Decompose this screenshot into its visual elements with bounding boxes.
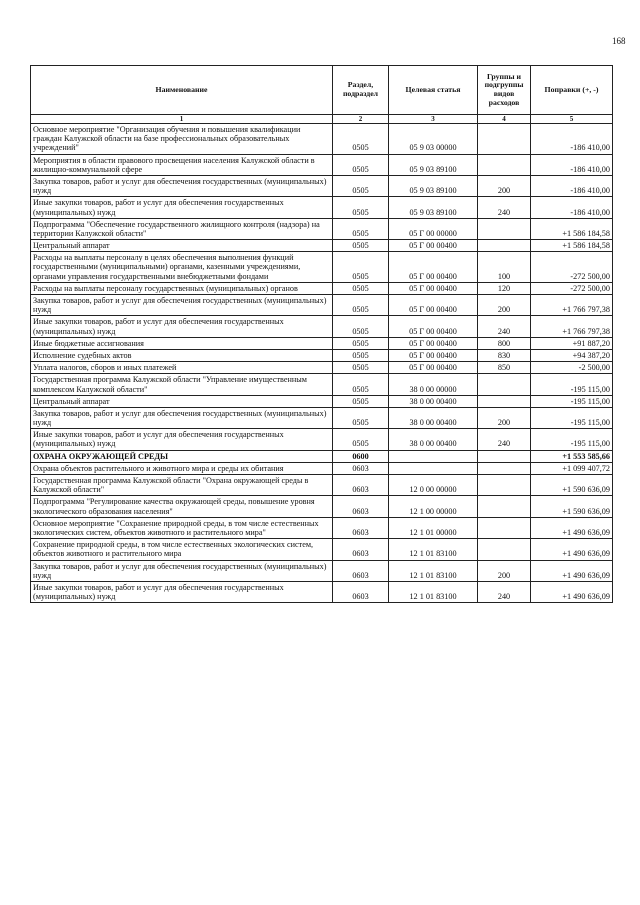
row-amount: -195 115,00	[531, 395, 613, 407]
row-target: 05 Г 00 00400	[389, 282, 478, 294]
row-target: 12 1 00 00000	[389, 496, 478, 517]
table-row	[31, 395, 613, 407]
row-group: 120	[478, 282, 531, 294]
row-section: 0600	[333, 450, 389, 462]
row-target: 38 0 00 00400	[389, 429, 478, 450]
table-row	[31, 124, 613, 155]
row-target: 05 9 03 89100	[389, 154, 478, 175]
table-header-row	[31, 66, 613, 115]
row-amount: -272 500,00	[531, 282, 613, 294]
row-group: 200	[478, 175, 531, 196]
row-group	[478, 240, 531, 252]
table-row	[31, 475, 613, 496]
table-row	[31, 407, 613, 428]
row-name: Иные закупки товаров, работ и услуг для обеспечения государственных (муниципальных) нужд	[31, 581, 333, 602]
row-amount: +1 490 636,09	[531, 517, 613, 538]
row-name: ОХРАНА ОКРУЖАЮЩЕЙ СРЕДЫ	[31, 450, 333, 462]
row-amount: -2 500,00	[531, 362, 613, 374]
row-target: 12 1 01 83100	[389, 560, 478, 581]
row-section: 0603	[333, 475, 389, 496]
row-amount: -186 410,00	[531, 197, 613, 218]
row-target: 05 Г 00 00400	[389, 337, 478, 349]
row-section: 0505	[333, 337, 389, 349]
row-name: Иные закупки товаров, работ и услуг для обеспечения государственных (муниципальных) нужд	[31, 197, 333, 218]
table-row	[31, 462, 613, 474]
row-name: Исполнение судебных актов	[31, 349, 333, 361]
row-name: Сохранение природной среды, в том числе естественных экологических систем, объектов животного и растительного мира	[31, 539, 333, 560]
row-name: Иные бюджетные ассигнования	[31, 337, 333, 349]
row-target: 05 9 03 89100	[389, 197, 478, 218]
row-name: Иные закупки товаров, работ и услуг для обеспечения государственных (муниципальных) нужд	[31, 316, 333, 337]
row-group: 240	[478, 316, 531, 337]
row-amount: +1 590 636,09	[531, 475, 613, 496]
row-amount: -272 500,00	[531, 252, 613, 283]
table-row	[31, 517, 613, 538]
row-name: Мероприятия в области правового просвещения населения Калужской области в жилищно-коммунальной сфере	[31, 154, 333, 175]
row-target: 05 9 03 00000	[389, 124, 478, 155]
row-section: 0505	[333, 218, 389, 239]
row-name: Закупка товаров, работ и услуг для обеспечения государственных (муниципальных) нужд	[31, 175, 333, 196]
row-group: 200	[478, 560, 531, 581]
table-row	[31, 252, 613, 283]
row-section: 0505	[333, 197, 389, 218]
row-name: Уплата налогов, сборов и иных платежей	[31, 362, 333, 374]
row-amount: -195 115,00	[531, 429, 613, 450]
row-name: Охрана объектов растительного и животного мира и среды их обитания	[31, 462, 333, 474]
column-number: 2	[333, 115, 389, 124]
row-target	[389, 462, 478, 474]
row-name: Подпрограмма "Регулирование качества окружающей среды, повышение уровня экологического образования населения"	[31, 496, 333, 517]
row-group	[478, 124, 531, 155]
row-group	[478, 154, 531, 175]
row-name: Расходы на выплаты персоналу в целях обеспечения выполнения функций государственными (муниципальными) органами, казенными учреждениями, органами управления государственными внебюджетными фондами	[31, 252, 333, 283]
row-group	[478, 450, 531, 462]
row-target: 05 Г 00 00400	[389, 240, 478, 252]
row-amount: -186 410,00	[531, 154, 613, 175]
row-target: 05 Г 00 00400	[389, 349, 478, 361]
row-group: 240	[478, 197, 531, 218]
column-number: 5	[531, 115, 613, 124]
row-target	[389, 450, 478, 462]
row-amount: -195 115,00	[531, 374, 613, 395]
row-amount: +1 553 585,66	[531, 450, 613, 462]
row-target: 12 1 01 00000	[389, 517, 478, 538]
row-amount: +91 887,20	[531, 337, 613, 349]
row-group	[478, 539, 531, 560]
row-target: 38 0 00 00400	[389, 395, 478, 407]
row-name: Закупка товаров, работ и услуг для обеспечения государственных (муниципальных) нужд	[31, 560, 333, 581]
row-target: 12 1 01 83100	[389, 581, 478, 602]
table-row	[31, 349, 613, 361]
row-target: 05 9 03 89100	[389, 175, 478, 196]
row-group: 830	[478, 349, 531, 361]
table-row	[31, 429, 613, 450]
row-name: Подпрограмма "Обеспечение государственного жилищного контроля (надзора) на территории Калужской области"	[31, 218, 333, 239]
row-section: 0505	[333, 175, 389, 196]
budget-amendments-table	[30, 65, 613, 603]
row-section: 0603	[333, 496, 389, 517]
row-amount: -186 410,00	[531, 124, 613, 155]
table-row	[31, 197, 613, 218]
row-amount: +1 099 407,72	[531, 462, 613, 474]
header-amount: Поправки (+, -)	[531, 66, 613, 115]
row-target: 05 Г 00 00000	[389, 218, 478, 239]
row-target: 12 1 01 83100	[389, 539, 478, 560]
table-row	[31, 295, 613, 316]
table-row	[31, 450, 613, 462]
row-group	[478, 218, 531, 239]
table-row	[31, 374, 613, 395]
row-group	[478, 462, 531, 474]
row-name: Центральный аппарат	[31, 395, 333, 407]
row-group	[478, 496, 531, 517]
row-target: 05 Г 00 00400	[389, 316, 478, 337]
row-target: 38 0 00 00400	[389, 407, 478, 428]
row-amount: +1 590 636,09	[531, 496, 613, 517]
row-section: 0505	[333, 282, 389, 294]
row-name: Государственная программа Калужской области "Управление имущественным комплексом Калужской области"	[31, 374, 333, 395]
table-row	[31, 560, 613, 581]
row-section: 0505	[333, 407, 389, 428]
table-row	[31, 496, 613, 517]
table-row	[31, 175, 613, 196]
header-section: Раздел, подраздел	[333, 66, 389, 115]
row-amount: +1 766 797,38	[531, 316, 613, 337]
row-section: 0505	[333, 240, 389, 252]
row-section: 0505	[333, 154, 389, 175]
table-row	[31, 362, 613, 374]
row-section: 0505	[333, 295, 389, 316]
row-section: 0603	[333, 560, 389, 581]
column-number: 4	[478, 115, 531, 124]
row-group: 800	[478, 337, 531, 349]
row-name: Основное мероприятие "Организация обучения и повышения квалификации граждан Калужской области на базе профессиональных образовательных учреждений"	[31, 124, 333, 155]
row-target: 38 0 00 00000	[389, 374, 478, 395]
row-name: Государственная программа Калужской области "Охрана окружающей среды в Калужской области"	[31, 475, 333, 496]
row-target: 12 0 00 00000	[389, 475, 478, 496]
row-group	[478, 517, 531, 538]
header-group: Группы и подгруппы видов расходов	[478, 66, 531, 115]
row-amount: +94 387,20	[531, 349, 613, 361]
row-amount: -186 410,00	[531, 175, 613, 196]
row-group: 200	[478, 295, 531, 316]
row-amount: +1 586 184,58	[531, 240, 613, 252]
row-group: 200	[478, 407, 531, 428]
row-section: 0603	[333, 517, 389, 538]
row-amount: -195 115,00	[531, 407, 613, 428]
row-group: 240	[478, 429, 531, 450]
row-name: Иные закупки товаров, работ и услуг для обеспечения государственных (муниципальных) нужд	[31, 429, 333, 450]
row-amount: +1 490 636,09	[531, 560, 613, 581]
row-section: 0505	[333, 362, 389, 374]
row-section: 0505	[333, 374, 389, 395]
table-row	[31, 240, 613, 252]
row-name: Закупка товаров, работ и услуг для обеспечения государственных (муниципальных) нужд	[31, 407, 333, 428]
row-amount: +1 490 636,09	[531, 539, 613, 560]
table-body	[31, 124, 613, 603]
table-row	[31, 581, 613, 602]
row-group: 240	[478, 581, 531, 602]
page-number: 168	[612, 36, 626, 46]
row-section: 0505	[333, 429, 389, 450]
column-number: 1	[31, 115, 333, 124]
row-section: 0505	[333, 316, 389, 337]
row-section: 0505	[333, 349, 389, 361]
table-row	[31, 282, 613, 294]
table-row	[31, 539, 613, 560]
row-target: 05 Г 00 00400	[389, 295, 478, 316]
row-amount: +1 490 636,09	[531, 581, 613, 602]
row-amount: +1 586 184,58	[531, 218, 613, 239]
row-section: 0505	[333, 395, 389, 407]
row-group	[478, 475, 531, 496]
row-section: 0603	[333, 462, 389, 474]
table-row	[31, 316, 613, 337]
row-name: Расходы на выплаты персоналу государственных (муниципальных) органов	[31, 282, 333, 294]
table-row	[31, 154, 613, 175]
column-numbers-row	[31, 115, 613, 124]
row-name: Закупка товаров, работ и услуг для обеспечения государственных (муниципальных) нужд	[31, 295, 333, 316]
row-target: 05 Г 00 00400	[389, 252, 478, 283]
row-section: 0505	[333, 252, 389, 283]
row-target: 05 Г 00 00400	[389, 362, 478, 374]
row-group: 100	[478, 252, 531, 283]
row-group	[478, 395, 531, 407]
table-row	[31, 218, 613, 239]
header-target: Целевая статья	[389, 66, 478, 115]
row-group	[478, 374, 531, 395]
row-section: 0603	[333, 581, 389, 602]
header-name: Наименование	[31, 66, 333, 115]
row-name: Основное мероприятие "Сохранение природной среды, в том числе естественных экологических систем, объектов животного и растительного мира"	[31, 517, 333, 538]
column-number: 3	[389, 115, 478, 124]
table-row	[31, 337, 613, 349]
row-amount: +1 766 797,38	[531, 295, 613, 316]
row-section: 0505	[333, 124, 389, 155]
row-group: 850	[478, 362, 531, 374]
row-name: Центральный аппарат	[31, 240, 333, 252]
row-section: 0603	[333, 539, 389, 560]
